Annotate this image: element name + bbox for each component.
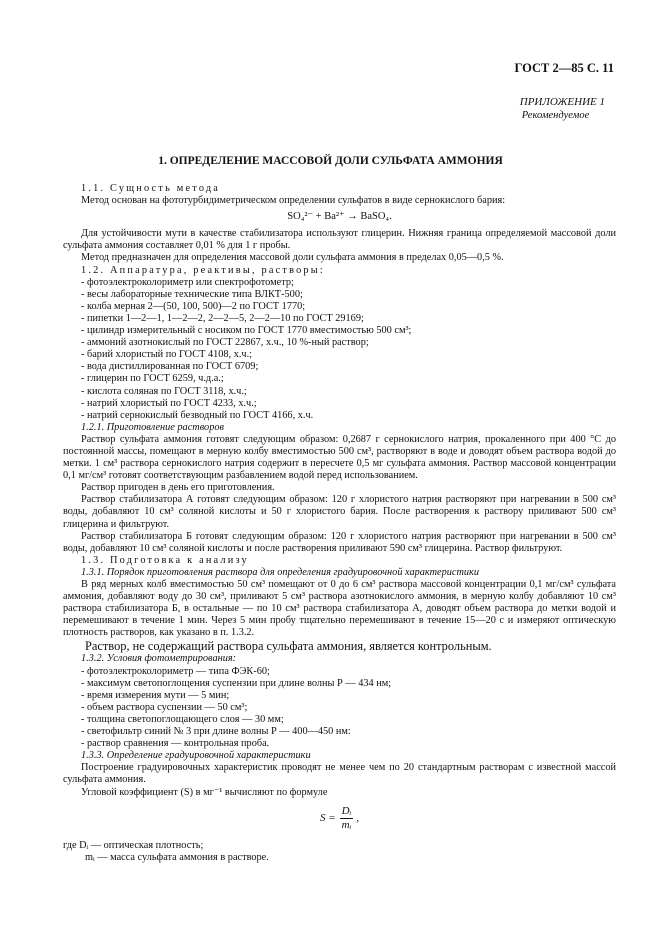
list-item: - фотоэлектроколориметр — типа ФЭК-60; (81, 665, 270, 677)
appendix-label: ПРИЛОЖЕНИЕ 1 (519, 96, 605, 108)
list-item: - раствор сравнения — контрольная проба. (81, 738, 270, 750)
list-item: - кислота соляная по ГОСТ 3118, х.ч.; (81, 385, 247, 397)
formula-tail: , (356, 812, 360, 825)
list-item: - фотоэлектроколориметр или спектрофотометр; (81, 276, 294, 288)
s2-paragraph-1: Раствор сульфата аммония готовят следующим образом: 0,2687 г сернокислого натрия, прокаленного при 400 °С до постоянной массы, помещают в мерную колбу вместимостью 500 см³, растворяют в воде и доводят объем раствора водой до метки. 1 см³ раствора сернокислого натрия содержит в пересчете 0,5 мг сульфата аммония. Раствор массовой концентрации 0,1 мг/см³ готовят соответствующим разбавлением водой перед использованием. (63, 433, 616, 482)
list-item: - вода дистиллированная по ГОСТ 6709; (81, 361, 259, 373)
list-item: - весы лабораторные технические типа ВЛКТ-500; (81, 288, 303, 300)
appendix-block (520, 95, 605, 123)
formula-lhs: S = (319, 812, 336, 825)
section-title: 1. ОПРЕДЕЛЕНИЕ МАССОВОЙ ДОЛИ СУЛЬФАТА АММОНИЯ (158, 155, 503, 167)
s2-sub-heading-text: 1.2.1. Приготовление растворов (81, 421, 224, 433)
conditions-list (63, 666, 616, 751)
list-item: - натрий хлористый по ГОСТ 4233, х.ч.; (81, 397, 257, 409)
list-item: - глицерин по ГОСТ 6259, ч.д.а.; (81, 373, 224, 385)
s2-paragraph-2: Раствор пригоден в день его приготовления. (81, 482, 275, 494)
standard-code-header: ГОСТ 2—85 С. 11 (514, 61, 614, 75)
formula-fraction (340, 805, 354, 832)
list-item: - аммоний азотнокислый по ГОСТ 22867, х.ч., 10 %-ный раствор; (81, 337, 369, 349)
slope-formula (63, 805, 616, 832)
equipment-list (63, 277, 616, 422)
formula-denominator: mᵢ (341, 818, 352, 831)
sulfate-equation: SO₄²⁻ + Ba²⁺ → BaSO₄. (287, 211, 392, 223)
control-note: Раствор, не содержащий раствора сульфата аммония, является контрольным. (85, 639, 492, 654)
s1-paragraph-2: Метод предназначен для определения массовой доли сульфата аммония в пределах 0,05—0,5 %. (81, 252, 504, 264)
list-item: - колба мерная 2—(50, 100, 500)—2 по ГОСТ 1770; (81, 300, 306, 312)
list-item: - время измерения мути — 5 мин; (81, 689, 230, 701)
s2-paragraph-4: Раствор стабилизатора Б готовят следующим образом: 120 г хлористого натрия растворяют при нагревании в 500 см³ воды, добавляют 10 см³ соляной кислоты и после растворения приливают 590 см³ глицерина. Раствор фильтруют. (63, 530, 616, 554)
list-item: - максимум светопоглощения суспензии при длине волны Р — 434 нм; (81, 677, 392, 689)
s2-sub-heading (63, 422, 616, 434)
s2-paragraph-3: Раствор стабилизатора А готовят следующим образом: 120 г хлористого натрия растворяют при нагревании в 500 см³ воды, добавляют 10 см³ соляной кислоты и 50 г хлористого бария. После растворения к раствору приливают 500 см³ глицерина и фильтруют. (63, 494, 616, 530)
s3-sub3-heading: 1.3.3. Определение градуировочной характеристики (81, 750, 311, 762)
list-item: - толщина светопоглощающего слоя — 30 мм; (81, 713, 284, 725)
s3-heading: 1.3. Подготовка к анализу (81, 554, 249, 566)
formula-numerator: Dᵢ (341, 804, 352, 817)
s1-text: Метод основан на фототурбидиметрическом определении сульфатов в виде сернокислого бария: (81, 195, 506, 207)
s3-sub2-heading: 1.3.2. Условия фотометрирования: (81, 653, 237, 665)
slope-intro: Угловой коэффициент (S) в мг⁻¹ вычисляют по формуле (81, 786, 328, 798)
s3-sub1-text: В ряд мерных колб вместимостью 50 см³ помещают от 0 до 6 см³ раствора массовой концентрации 0,1 мг/см³ сульфата аммония, добавляют воду до 30 см³, приливают 5 см³ раствора азотнокислого аммония, в мерную колбу добавляют 10 см³ раствора стабилизатора Б, в остальные — по 10 см³ раствора стабилизатора А, доводят объем раствора до метки водой и перемешивают в течение 1 мин. Через 5 мин пробу тщательно перемешивают в течение 15—20 с и измеряют оптическую плотность растворов, как указано в п. 1.3.2. (63, 579, 616, 639)
where-line-1: где Dᵢ — оптическая плотность; (63, 839, 204, 851)
list-item: - пипетки 1—2—1, 1—2—2, 2—2—5, 2—2—10 по ГОСТ 29169; (81, 312, 364, 324)
s1-heading: 1.1. Сущность метода (81, 183, 221, 194)
list-item: - цилиндр измерительный с носиком по ГОСТ 1770 вместимостью 500 см³; (81, 325, 412, 337)
s1-paragraph-1: Для устойчивости мути в качестве стабилизатора используют глицерин. Нижняя граница определяемой массовой доли сульфата аммония составляет 0,01 % для 1 г пробы. (63, 228, 616, 252)
list-item: - натрий сернокислый безводный по ГОСТ 4166, х.ч. (81, 409, 314, 421)
s3-sub3-text: Построение градуировочных характеристик проводят не менее чем по 20 стандартным растворам с известной массой сульфата аммония. (63, 762, 616, 786)
list-item: - барий хлористый по ГОСТ 4108, х.ч.; (81, 349, 253, 361)
appendix-status: Рекомендуемое (521, 110, 590, 121)
s3-sub1-heading: 1.3.1. Порядок приготовления раствора для определения градуировочной характеристики (81, 566, 480, 578)
s2-heading: 1.2. Аппаратура, реактивы, растворы: (81, 264, 325, 276)
list-item: - объем раствора суспензии — 50 см³; (81, 701, 248, 713)
document-body (63, 183, 616, 864)
list-item: - светофильтр синий № 3 при длине волны Р — 400—450 нм: (81, 726, 351, 738)
where-line-2: mᵢ — масса сульфата аммония в растворе. (85, 851, 269, 863)
